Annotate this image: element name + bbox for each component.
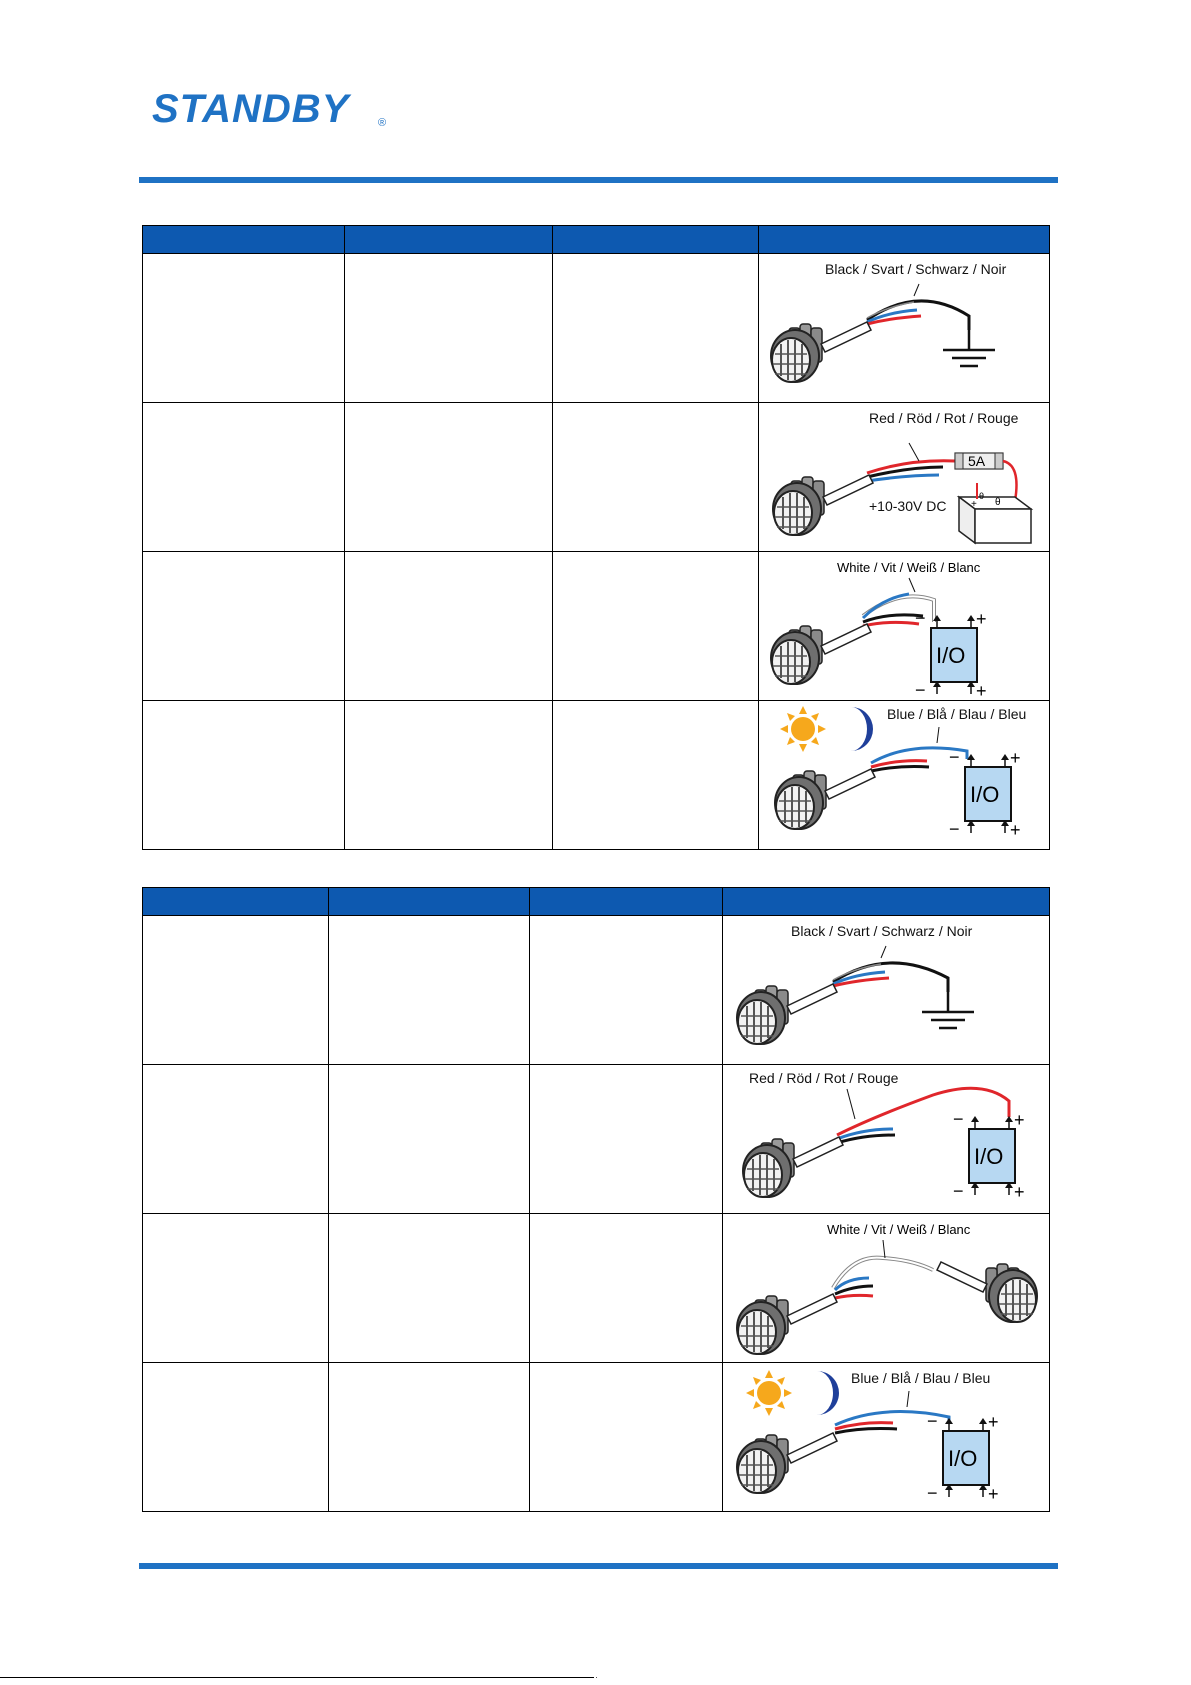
wire-label: Black / Svart / Schwarz / Noir	[825, 261, 1007, 277]
wire-label: Red / Röd / Rot / Rouge	[749, 1070, 899, 1086]
ground-icon	[943, 330, 995, 366]
header-cell	[553, 226, 759, 254]
header-cell	[723, 888, 1050, 916]
table-row	[143, 552, 1050, 701]
empty-cell	[329, 1363, 530, 1512]
fuse-label: 5A	[968, 453, 986, 469]
day-night-wiring-diagram	[723, 1363, 1049, 1511]
table-row	[143, 1214, 1050, 1363]
empty-cell	[143, 916, 329, 1065]
empty-cell	[143, 701, 345, 850]
empty-cell	[345, 403, 553, 552]
lamp-icon	[737, 1294, 837, 1354]
wire-label: White / Vit / Weiß / Blanc	[827, 1222, 971, 1237]
table-row	[143, 1363, 1050, 1512]
io-label: I/O	[970, 782, 1000, 807]
power-wiring-diagram	[759, 403, 1049, 551]
supply-voltage-label: +10-30V DC	[869, 498, 947, 514]
ground-icon	[922, 992, 974, 1028]
wiring-diagram-cell	[723, 1065, 1050, 1214]
day-night-wiring-diagram	[759, 701, 1049, 849]
svg-text:θ: θ	[979, 491, 985, 501]
wiring-diagram-cell	[723, 1363, 1050, 1512]
ground-wiring-diagram	[723, 916, 1049, 1064]
empty-cell	[530, 1065, 723, 1214]
lamp-icon	[775, 769, 875, 829]
wire-label: Blue / Blå / Blau / Bleu	[887, 706, 1027, 722]
header-rule	[139, 177, 1058, 183]
empty-cell	[143, 1363, 329, 1512]
empty-cell	[143, 552, 345, 701]
empty-cell	[143, 1214, 329, 1363]
empty-cell	[143, 254, 345, 403]
footnote-separator	[0, 1677, 594, 1678]
table-row	[143, 1065, 1050, 1214]
logo-text: STANDBY	[152, 87, 350, 131]
empty-cell	[553, 254, 759, 403]
table-header	[143, 888, 1050, 916]
empty-cell	[553, 552, 759, 701]
day-night-icon	[780, 706, 873, 752]
svg-text:θ: θ	[995, 497, 1001, 508]
wiring-diagram-cell	[723, 1214, 1050, 1363]
header-cell	[143, 888, 329, 916]
io-label: I/O	[936, 643, 966, 668]
io-label: I/O	[948, 1446, 978, 1471]
header-cell	[345, 226, 553, 254]
empty-cell	[143, 403, 345, 552]
ground-wiring-diagram	[759, 254, 1049, 402]
empty-cell	[143, 1065, 329, 1214]
empty-cell	[329, 1065, 530, 1214]
empty-cell	[553, 403, 759, 552]
standby-logo	[150, 86, 405, 131]
empty-cell	[530, 1363, 723, 1512]
header-cell	[530, 888, 723, 916]
header-cell	[759, 226, 1050, 254]
table-row	[143, 701, 1050, 850]
wire-label: Black / Svart / Schwarz / Noir	[791, 923, 973, 939]
footer-rule	[139, 1563, 1058, 1569]
wire-label: White / Vit / Weiß / Blanc	[837, 560, 981, 575]
wiring-table-1	[142, 225, 1050, 850]
svg-text:+: +	[971, 499, 977, 510]
wiring-diagram-cell	[759, 701, 1050, 850]
wiring-diagram-cell	[759, 552, 1050, 701]
header-cell	[329, 888, 530, 916]
lamp-icon	[743, 1137, 843, 1197]
battery-icon	[959, 483, 1031, 543]
linked-lamps-diagram	[723, 1214, 1049, 1362]
empty-cell	[345, 701, 553, 850]
table-row	[143, 403, 1050, 552]
red-io-wiring-diagram	[723, 1065, 1049, 1213]
wiring-diagram-cell	[723, 916, 1050, 1065]
empty-cell	[345, 254, 553, 403]
empty-cell	[530, 916, 723, 1065]
registered-mark: ®	[378, 117, 387, 129]
wire-label: Red / Röd / Rot / Rouge	[869, 410, 1019, 426]
table-header	[143, 226, 1050, 254]
wiring-diagram-cell	[759, 403, 1050, 552]
lamp-icon	[737, 1433, 837, 1493]
lamp-icon	[771, 624, 871, 684]
wiring-table-2	[142, 887, 1050, 1512]
empty-cell	[329, 916, 530, 1065]
table-row	[143, 254, 1050, 403]
empty-cell	[530, 1214, 723, 1363]
empty-cell	[553, 701, 759, 850]
empty-cell	[329, 1214, 530, 1363]
wire-label: Blue / Blå / Blau / Bleu	[851, 1370, 991, 1386]
day-night-icon	[746, 1370, 839, 1416]
lamp-icon	[771, 322, 871, 382]
empty-cell	[345, 552, 553, 701]
lamp-icon	[773, 475, 873, 535]
table-row	[143, 916, 1050, 1065]
io-wiring-diagram	[759, 552, 1049, 700]
wiring-diagram-cell	[759, 254, 1050, 403]
header-cell	[143, 226, 345, 254]
io-label: I/O	[974, 1144, 1004, 1169]
second-lamp-icon	[937, 1262, 1037, 1322]
lamp-icon	[737, 984, 837, 1044]
footnote-dot	[596, 1677, 597, 1678]
